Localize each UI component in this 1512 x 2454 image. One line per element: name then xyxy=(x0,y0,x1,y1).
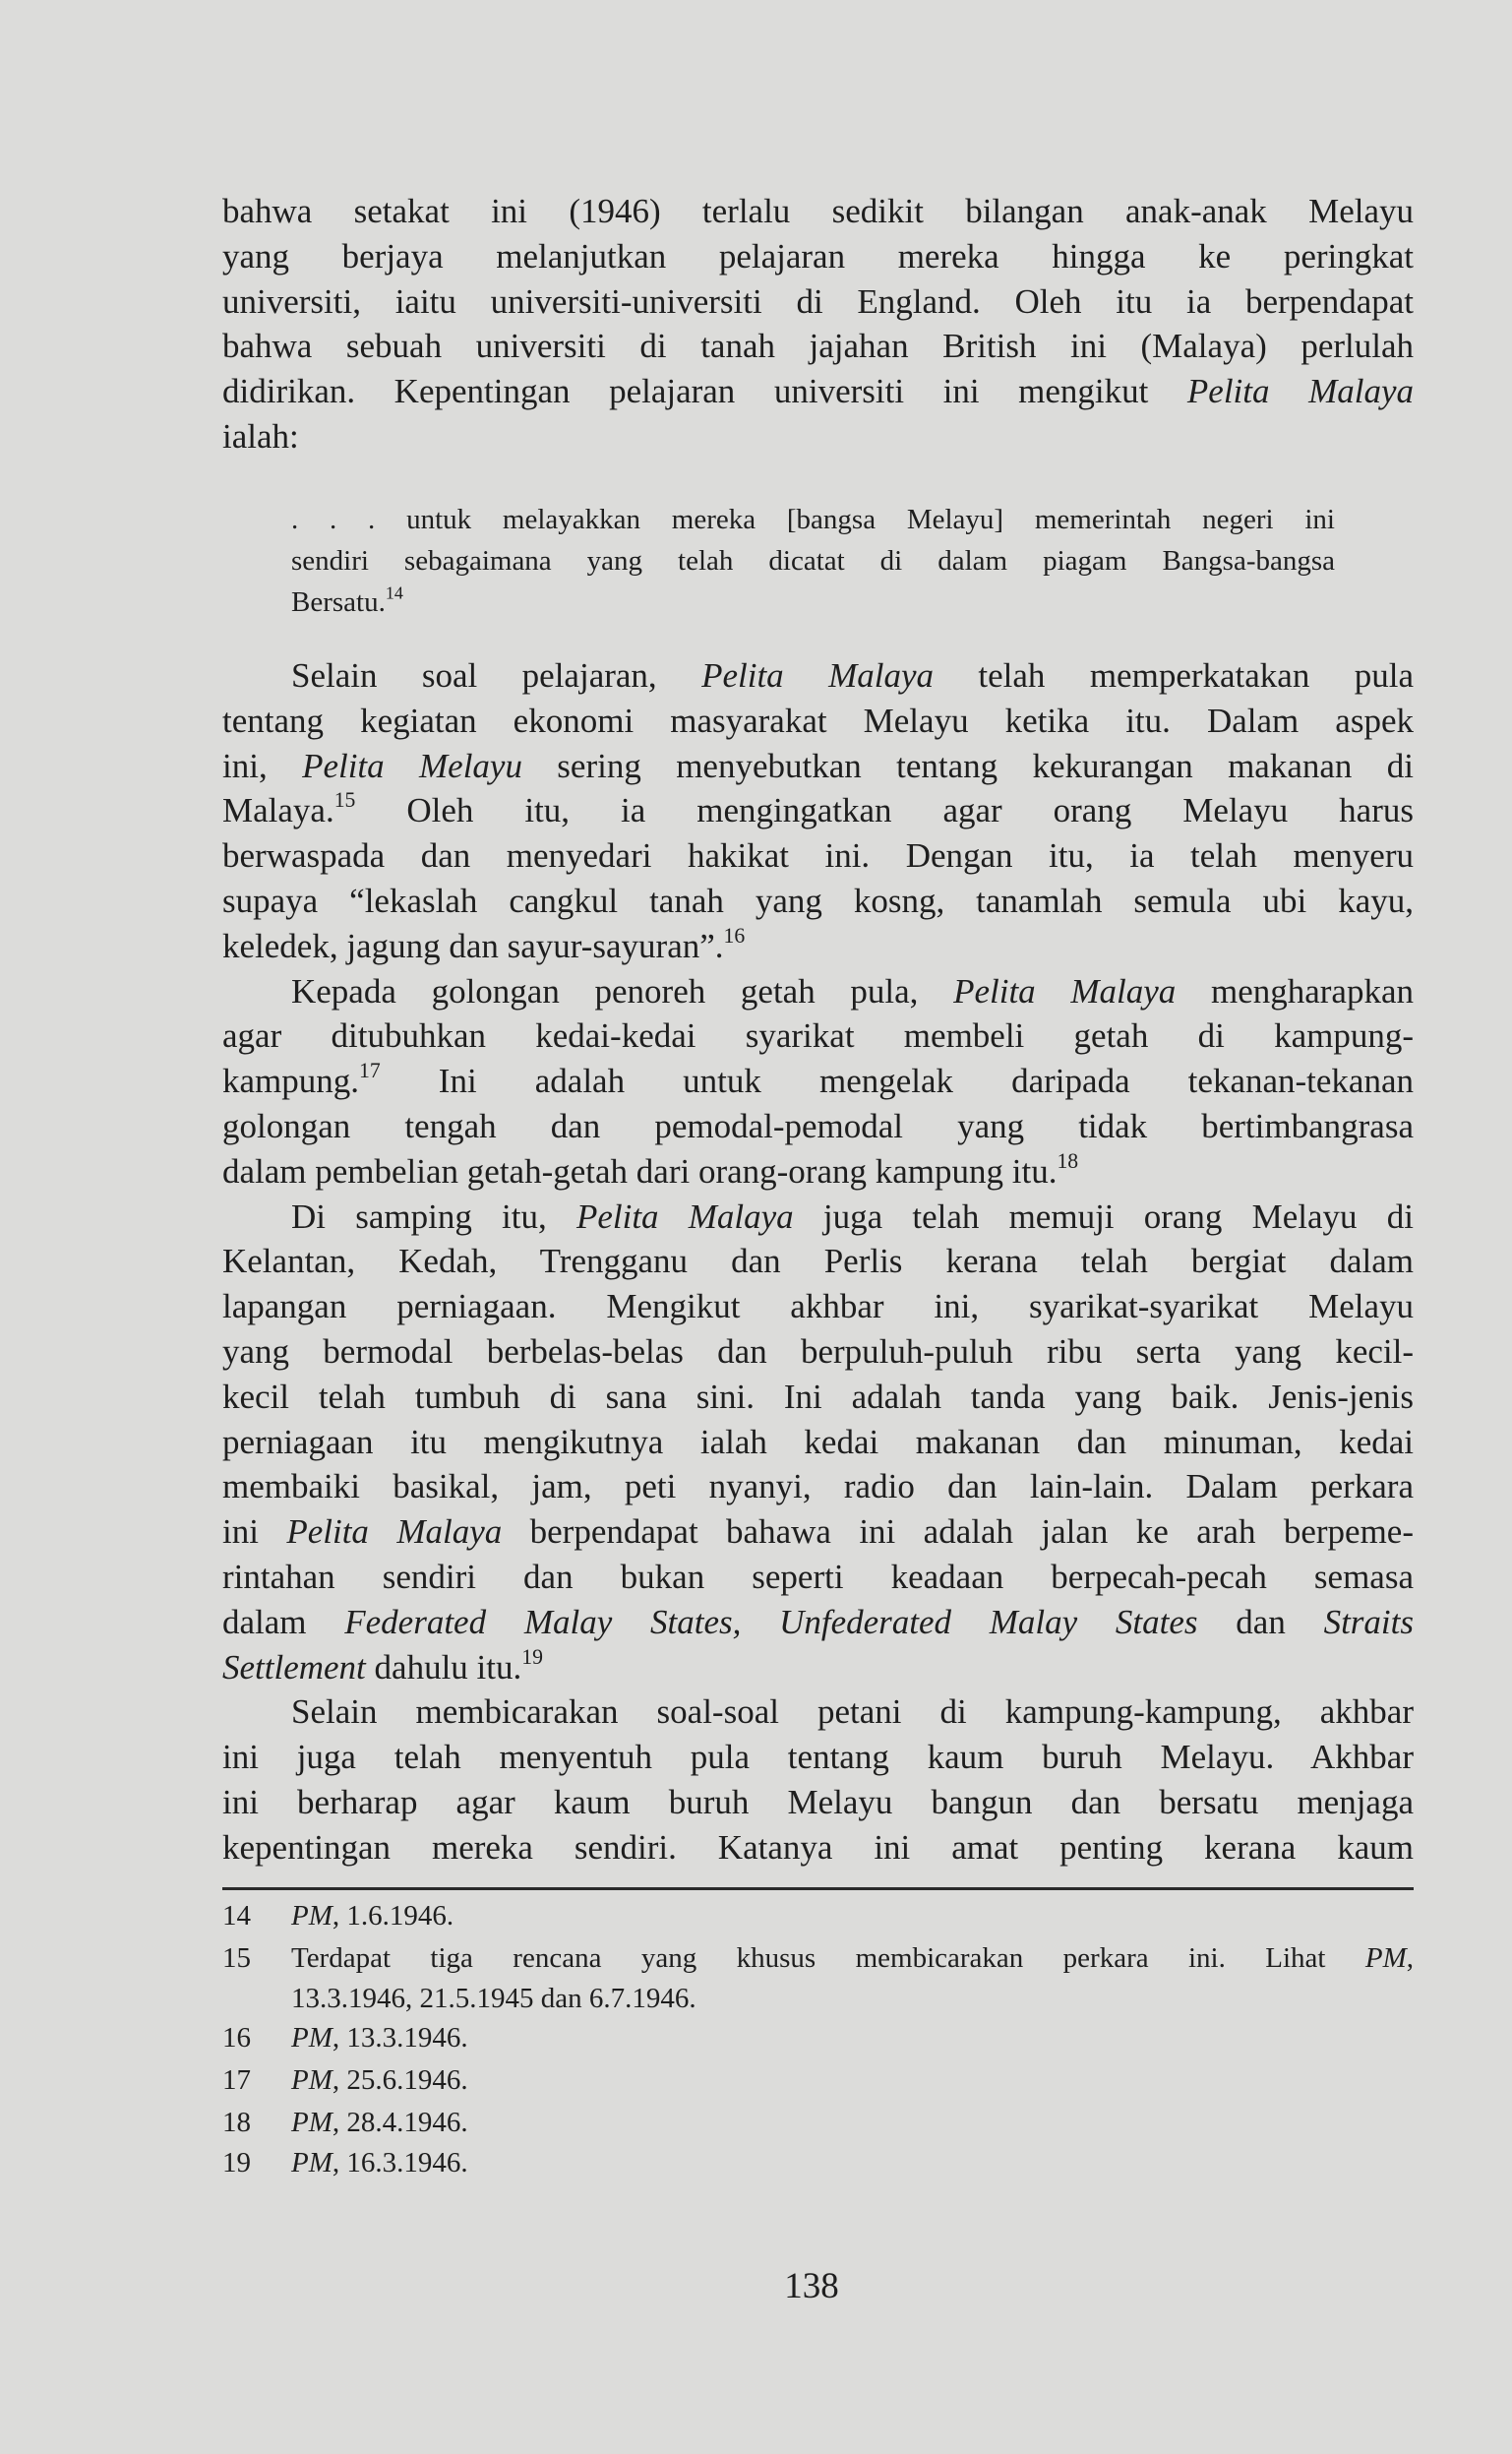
footnote-reference[interactable]: 18 xyxy=(1057,1148,1079,1173)
text-line xyxy=(222,1735,1414,1780)
text-line xyxy=(291,582,1335,623)
text-run: dahulu itu. xyxy=(365,1647,522,1687)
footnote-number: 18 xyxy=(222,2107,251,2138)
text-run: kecil telah tumbuh di sana sini. Ini adalah tanda yang baik. Jenis-jenis xyxy=(222,1377,1414,1416)
text-line xyxy=(222,1420,1414,1465)
text-run: Terdapat tiga rencana yang khusus membicarakan perkara ini. Lihat xyxy=(291,1942,1365,1974)
text-run: Ini adalah untuk mengelak daripada tekanan-tekanan xyxy=(380,1062,1414,1101)
text-line xyxy=(222,1104,1414,1149)
text-run: . . . untuk melayakkan mereka [bangsa Melayu] memerintah negeri ini xyxy=(291,504,1335,535)
italic-text: Pelita Malaya xyxy=(953,971,1177,1011)
text-line xyxy=(222,833,1414,879)
text-run: bahwa sebuah universiti di tanah jajahan British ini (Malaya) perlulah xyxy=(222,327,1414,366)
text-line xyxy=(222,189,1414,234)
footnote-divider xyxy=(222,1887,1414,1890)
paragraph xyxy=(222,189,1414,460)
footnote-text xyxy=(291,2143,1414,2183)
text-line xyxy=(222,879,1414,924)
text-line xyxy=(222,653,1414,699)
text-line xyxy=(222,1059,1414,1104)
paragraph xyxy=(291,499,1335,623)
text-run: bahwa setakat ini (1946) terlalu sedikit bilangan anak-anak Melayu xyxy=(222,192,1414,230)
text-line xyxy=(222,1555,1414,1600)
text-run: Kepada golongan penoreh getah pula, xyxy=(291,971,954,1011)
text-line xyxy=(222,1239,1414,1284)
italic-text: PM xyxy=(291,2107,333,2138)
italic-text: PM xyxy=(291,2064,333,2096)
text-run: mengharapkan xyxy=(1176,971,1414,1011)
text-run: 13.3.1946, 21.5.1945 dan 6.7.1946. xyxy=(291,1983,696,2014)
text-run: tentang kegiatan ekonomi masyarakat Melayu ketika itu. Dalam aspek xyxy=(222,701,1414,740)
text-run: , 28.4.1946. xyxy=(332,2107,468,2138)
text-line xyxy=(222,369,1414,414)
body-text xyxy=(222,653,1414,1871)
footnote-reference[interactable]: 16 xyxy=(723,923,746,948)
text-run: agar ditubuhkan kedai-kedai syarikat membeli getah di kampung- xyxy=(222,1016,1414,1056)
text-line xyxy=(222,699,1414,744)
page-number: 138 xyxy=(784,2266,839,2306)
text-line xyxy=(222,279,1414,325)
footnote-number: 15 xyxy=(222,1942,251,1974)
paragraph xyxy=(222,653,1414,969)
italic-text: PM xyxy=(291,2022,333,2054)
text-run: Bersatu. xyxy=(291,586,386,618)
text-run: dan xyxy=(1197,1602,1324,1641)
text-line xyxy=(222,1464,1414,1509)
footnote-text xyxy=(291,2018,1414,2058)
text-line xyxy=(222,1509,1414,1555)
footnote-text xyxy=(291,1896,1414,1936)
text-run: perniagaan itu mengikutnya ialah kedai makanan dan minuman, kedai xyxy=(222,1422,1414,1461)
text-run: Oleh itu, ia mengingatkan agar orang Melayu harus xyxy=(355,791,1414,830)
italic-text: Pelita Malaya xyxy=(701,656,934,695)
text-run: Di samping itu, xyxy=(291,1196,576,1236)
paragraph xyxy=(222,1689,1414,1870)
italic-text: PM xyxy=(291,1900,333,1932)
text-run: ini xyxy=(222,1512,287,1552)
text-run: kampung. xyxy=(222,1062,360,1101)
footnote-reference[interactable]: 17 xyxy=(359,1058,381,1082)
text-run: didirikan. Kepentingan pelajaran universiti ini mengikut xyxy=(222,372,1187,411)
text-line xyxy=(222,969,1414,1014)
text-run: , xyxy=(1406,1942,1414,1974)
text-run: , 13.3.1946. xyxy=(332,2022,468,2054)
text-run: membaiki basikal, jam, peti nyanyi, radio dan lain-lain. Dalam perkara xyxy=(222,1467,1414,1506)
text-run: , 1.6.1946. xyxy=(332,1900,454,1932)
footnote-reference[interactable]: 14 xyxy=(385,583,403,603)
text-line xyxy=(222,1149,1414,1195)
footnote-reference[interactable]: 19 xyxy=(521,1644,543,1669)
footnote-number: 16 xyxy=(222,2022,251,2054)
footnote-line xyxy=(291,1896,1414,1936)
footnote-number: 19 xyxy=(222,2147,251,2178)
italic-text: Settlement xyxy=(222,1647,366,1687)
text-line xyxy=(291,499,1335,540)
italic-text: PM xyxy=(291,2147,333,2178)
text-line xyxy=(222,1645,1414,1690)
footnote-number: 14 xyxy=(222,1900,251,1932)
text-run: Selain soal pelajaran, xyxy=(291,656,702,695)
italic-text: Pelita Malaya xyxy=(1186,372,1414,411)
italic-text: Pelita Malaya xyxy=(286,1512,503,1552)
text-line xyxy=(222,324,1414,369)
text-line xyxy=(222,1375,1414,1420)
text-line xyxy=(222,744,1414,789)
text-line xyxy=(222,234,1414,279)
text-run: yang bermodal berbelas-belas dan berpuluh-puluh ribu serta yang kecil- xyxy=(222,1331,1414,1371)
text-run: supaya “lekaslah cangkul tanah yang kosng, tanamlah semula ubi kayu, xyxy=(222,881,1414,920)
footnote-text xyxy=(291,2060,1414,2101)
footnote-text xyxy=(291,1938,1414,2019)
footnote-line xyxy=(291,2143,1414,2183)
text-run: Kelantan, Kedah, Trengganu dan Perlis kerana telah bergiat dalam xyxy=(222,1242,1414,1281)
text-run: dalam xyxy=(222,1602,345,1641)
text-run: yang berjaya melanjutkan pelajaran mereka hingga ke peringkat xyxy=(222,236,1414,276)
text-run: sering menyebutkan tentang kekurangan makanan di xyxy=(521,746,1414,785)
text-run: keledek, jagung dan sayur-sayuran”. xyxy=(222,926,724,965)
text-run: berpendapat bahawa ini adalah jalan ke arah berpeme- xyxy=(502,1512,1414,1552)
footnote-line xyxy=(291,2018,1414,2058)
text-run: kepentingan mereka sendiri. Katanya ini amat penting kerana kaum xyxy=(222,1827,1414,1867)
text-line xyxy=(222,1780,1414,1825)
text-run: golongan tengah dan pemodal-pemodal yang tidak bertimbangrasa xyxy=(222,1106,1414,1145)
text-run: lapangan perniagaan. Mengikut akhbar ini, syarikat-syarikat Melayu xyxy=(222,1287,1414,1326)
italic-text: Straits xyxy=(1323,1602,1414,1641)
text-run: ini berharap agar kaum buruh Melayu bangun dan bersatu menjaga xyxy=(222,1782,1414,1821)
text-run: , 25.6.1946. xyxy=(332,2064,468,2096)
text-run: ini juga telah menyentuh pula tentang kaum buruh Melayu. Akhbar xyxy=(222,1738,1414,1777)
paragraph xyxy=(222,1195,1414,1690)
text-run: , 16.3.1946. xyxy=(332,2147,468,2178)
text-line xyxy=(222,1825,1414,1871)
text-run: Malaya. xyxy=(222,791,334,830)
italic-text: Federated Malay States, Unfederated Malay States xyxy=(344,1602,1198,1641)
footnote-line xyxy=(291,2060,1414,2101)
text-run: berwaspada dan menyedari hakikat ini. Dengan itu, ia telah menyeru xyxy=(222,836,1414,876)
text-line xyxy=(222,1284,1414,1329)
footnote-line xyxy=(291,1979,1414,2019)
footnote-reference[interactable]: 15 xyxy=(333,788,356,813)
text-run: universiti, iaitu universiti-universiti di England. Oleh itu ia berpendapat xyxy=(222,281,1414,321)
text-line xyxy=(222,1600,1414,1645)
text-run: ialah: xyxy=(222,416,299,456)
paragraph xyxy=(222,969,1414,1195)
text-run: telah memperkatakan pula xyxy=(934,656,1414,695)
text-line xyxy=(222,788,1414,833)
text-line xyxy=(222,1195,1414,1240)
footnote-number: 17 xyxy=(222,2064,251,2096)
text-line xyxy=(291,540,1335,582)
text-run: ini, xyxy=(222,746,303,785)
footnote-line xyxy=(291,1938,1414,1979)
footnote-text xyxy=(291,2103,1414,2143)
text-run: sendiri sebagaimana yang telah dicatat di dalam piagam Bangsa-bangsa xyxy=(291,545,1335,577)
text-line xyxy=(222,1013,1414,1059)
text-run: juga telah memuji orang Melayu di xyxy=(793,1196,1414,1236)
text-line xyxy=(222,1689,1414,1735)
text-line xyxy=(222,414,1414,460)
body-text-top xyxy=(222,189,1414,460)
text-run: Selain membicarakan soal-soal petani di kampung-kampung, akhbar xyxy=(291,1692,1414,1732)
block-quote xyxy=(291,499,1335,623)
footnote-line xyxy=(291,2103,1414,2143)
italic-text: Pelita Malaya xyxy=(575,1196,794,1236)
italic-text: Pelita Melayu xyxy=(302,746,522,785)
text-run: rintahan sendiri dan bukan seperti keadaan berpecah-pecah semasa xyxy=(222,1557,1414,1596)
text-line xyxy=(222,1329,1414,1375)
text-run: dalam pembelian getah-getah dari orang-orang kampung itu. xyxy=(222,1151,1058,1191)
italic-text: PM xyxy=(1364,1942,1407,1974)
text-line xyxy=(222,924,1414,969)
